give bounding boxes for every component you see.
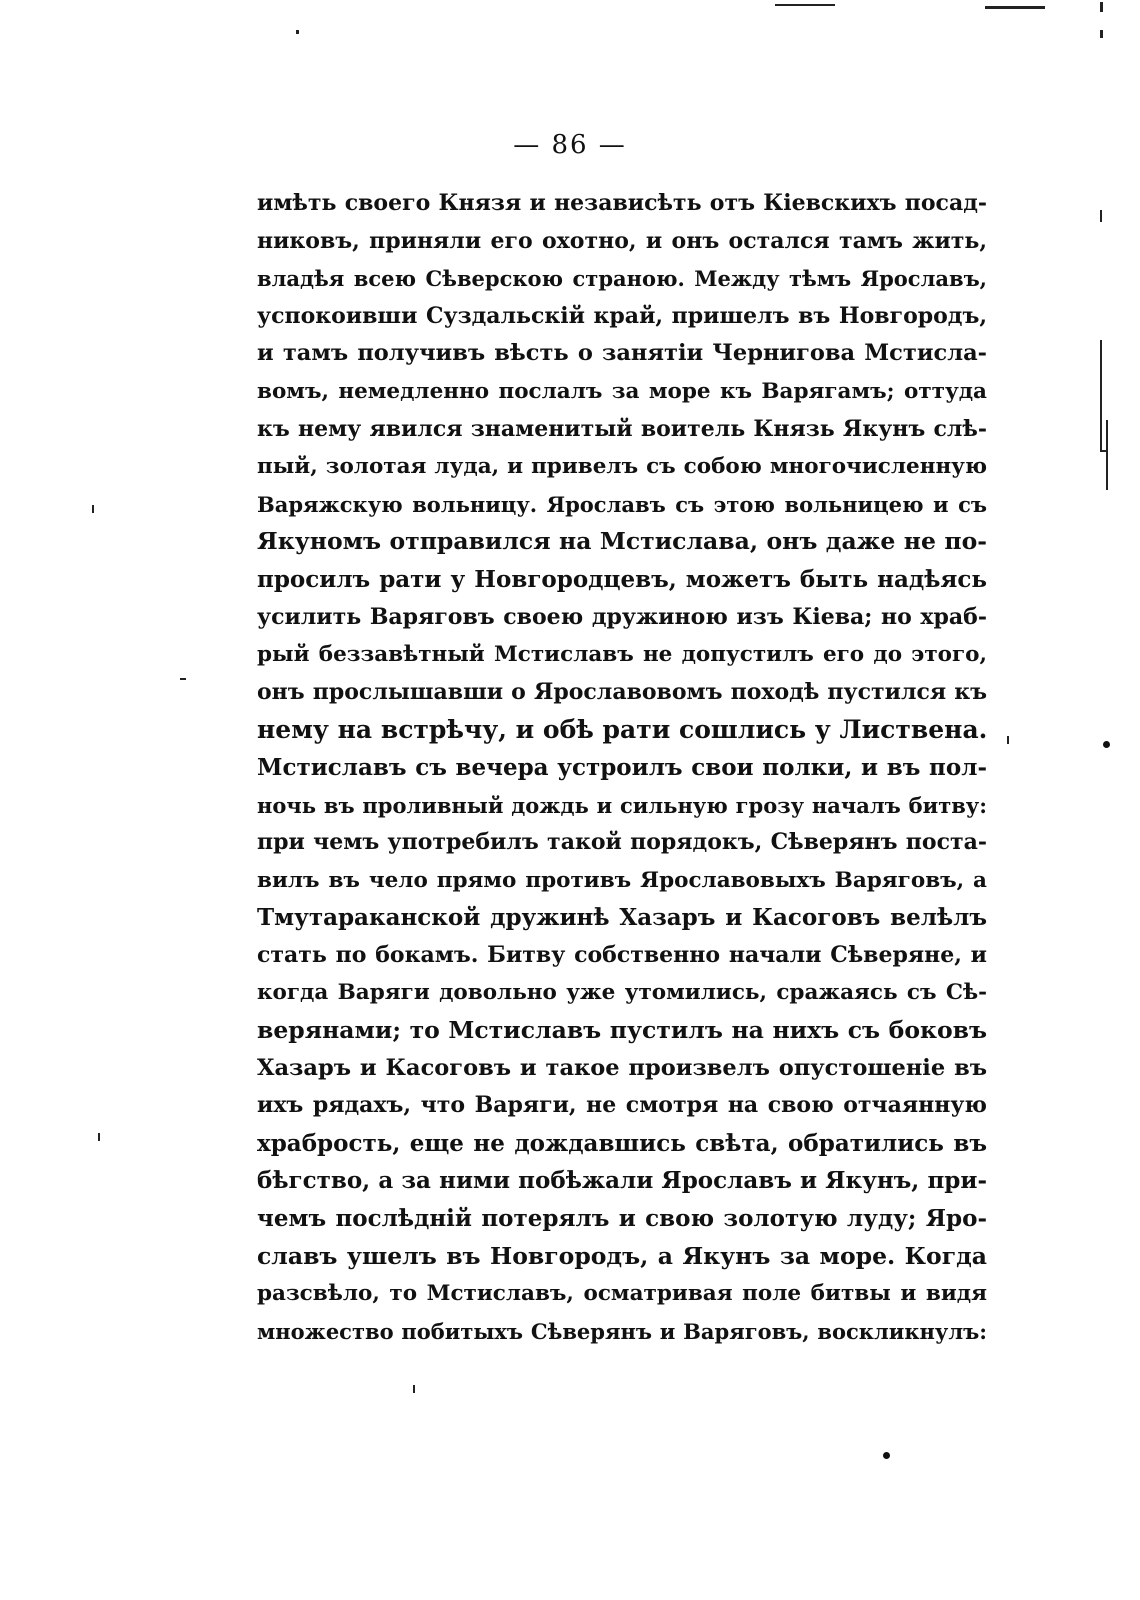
scan-mark-left-1: [92, 505, 94, 513]
text-line-27: бѣгство, а за ними побѣжали Ярославъ и Якунъ, при-: [257, 1167, 987, 1195]
text-line-1: имѣть своего Князя и независѣть отъ Кіевскихъ посад-: [257, 190, 987, 216]
text-line-23: верянами; то Мстиславъ пустилъ на нихъ съ боковъ: [257, 1016, 987, 1045]
text-line-15: нему на встрѣчу, и обѣ рати сошлись у Листвена.: [257, 715, 987, 745]
text-line-4: успокоивши Суздальскій край, пришелъ въ Новгородъ,: [257, 302, 987, 329]
text-line-26: храбрость, еще не дождавшись свѣта, обратились въ: [257, 1129, 987, 1157]
scan-mark-bottom-1: [413, 1385, 415, 1393]
text-line-5: и тамъ получивъ вѣсть о занятіи Чернигова Мстисла-: [257, 340, 987, 367]
scan-mark-left-2: [180, 678, 186, 680]
text-line-22: когда Варяги довольно уже утомились, сражаясь съ Сѣ-: [257, 980, 987, 1006]
text-line-19: вилъ въ чело прямо противъ Ярославовыхъ Варяговъ, а: [257, 867, 987, 893]
text-line-8: пый, золотая луда, и привелъ съ собою многочисленную: [257, 454, 987, 480]
text-line-16: Мстиславъ съ вечера устроилъ свои полки, и въ пол-: [257, 753, 987, 781]
scan-mark-top-1: [775, 4, 835, 6]
text-line-10: Якуномъ отправился на Мстислава, онъ даже не по-: [257, 527, 987, 556]
text-line-29: славъ ушелъ въ Новгородъ, а Якунъ за море. Когда: [257, 1241, 987, 1270]
text-line-28: чемъ послѣдній потерялъ и свою золотую луду; Яро-: [257, 1205, 987, 1233]
scan-mark-right-1: [1100, 210, 1102, 222]
scan-mark-bottom-dot: [883, 1452, 890, 1459]
scan-mark-right-4: [1106, 420, 1108, 490]
scan-mark-right-2: [1100, 340, 1102, 450]
scan-mark-right-dot: [1103, 741, 1110, 748]
scan-mark-top-3: [1100, 2, 1103, 12]
text-line-25: ихъ рядахъ, что Варяги, не смотря на свою отчаянную: [257, 1092, 987, 1119]
scan-mark-left-3: [98, 1133, 100, 1141]
text-line-30: разсвѣло, то Мстиславъ, осматривая поле битвы и видя: [257, 1281, 987, 1307]
text-line-18: при чемъ употребилъ такой порядокъ, Сѣверянъ поста-: [257, 829, 987, 856]
scan-mark-top-4: [1100, 30, 1103, 38]
text-line-2: никовъ, приняли его охотно, и онъ остался тамъ жить,: [257, 227, 987, 254]
scan-mark-dot-1: [296, 30, 299, 34]
text-line-24: Хазаръ и Касоговъ и такое произвелъ опустошеніе въ: [257, 1054, 987, 1081]
scan-mark-right-5: [1007, 736, 1009, 744]
text-line-21: стать по бокамъ. Битву собственно начали Сѣверяне, и: [257, 941, 987, 968]
text-line-7: къ нему явился знаменитый воитель Князь Якунъ слѣ-: [257, 415, 987, 442]
body-text: [257, 185, 987, 1350]
text-line-20: Тмутараканской дружинѣ Хазаръ и Касоговъ велѣлъ: [257, 904, 987, 932]
text-line-31: множество побитыхъ Сѣверянъ и Варяговъ, воскликнулъ:: [257, 1318, 987, 1344]
text-line-9: Варяжскую вольницу. Ярославъ съ этою вольницею и съ: [257, 491, 987, 517]
text-line-12: усилить Варяговъ своею дружиною изъ Кіева; но храб-: [257, 603, 987, 630]
text-line-17: ночь въ проливный дождь и сильную грозу началъ битву:: [257, 792, 987, 818]
text-line-14: онъ прослышавши о Ярославовомъ походѣ пустился къ: [257, 678, 987, 705]
text-line-11: просилъ рати у Новгородцевъ, можетъ быть надѣясь: [257, 565, 987, 593]
text-line-6: вомъ, немедленно послалъ за море къ Варягамъ; оттуда: [257, 378, 987, 404]
page-number: — 86 —: [513, 130, 627, 160]
scan-mark-top-2: [985, 6, 1045, 9]
text-line-3: владѣя всею Сѣверскою страною. Между тѣмъ Ярославъ,: [257, 266, 987, 292]
text-line-13: рый беззавѣтный Мстиславъ не допустилъ его до этого,: [257, 642, 987, 668]
